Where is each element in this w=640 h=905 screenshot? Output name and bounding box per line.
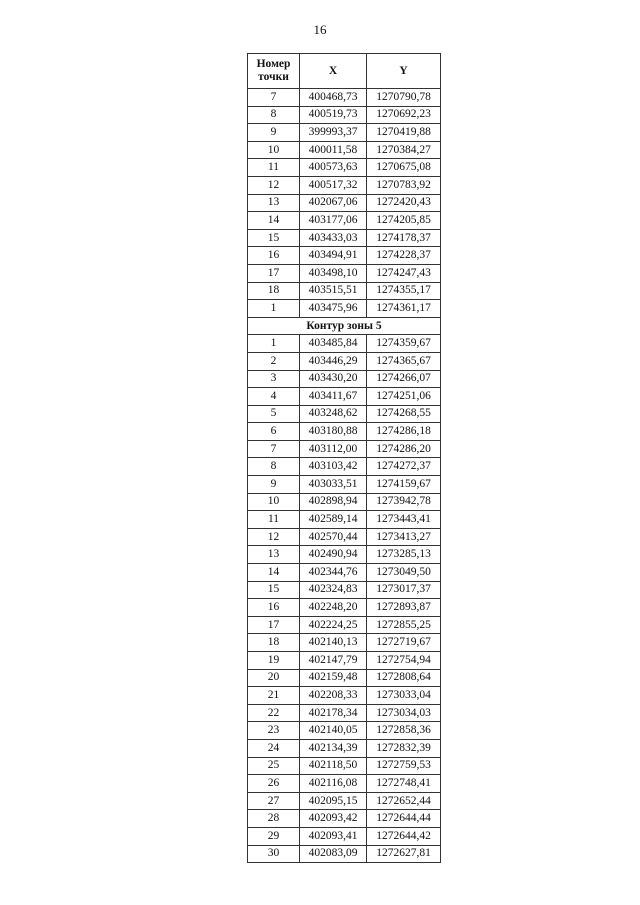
x-cell: 402140,13: [300, 634, 367, 652]
x-cell: 402490,94: [300, 546, 367, 564]
x-cell: 403248,62: [300, 405, 367, 423]
y-cell: 1274178,37: [367, 229, 441, 247]
point-number-cell: 11: [248, 511, 300, 529]
y-cell: 1272644,44: [367, 810, 441, 828]
y-cell: 1273285,13: [367, 546, 441, 564]
point-number-cell: 8: [248, 458, 300, 476]
point-number-header: [248, 54, 300, 89]
y-cell: 1272808,64: [367, 669, 441, 687]
x-cell: 403112,00: [300, 440, 367, 458]
point-number-cell: 10: [248, 141, 300, 159]
x-cell: 400011,58: [300, 141, 367, 159]
x-cell: 402224,25: [300, 616, 367, 634]
x-cell: 403033,51: [300, 476, 367, 494]
table-row: [248, 247, 441, 265]
y-cell: 1270790,78: [367, 89, 441, 107]
y-cell: 1273034,03: [367, 704, 441, 722]
point-number-cell: 7: [248, 440, 300, 458]
coordinates-table: [247, 53, 441, 863]
x-cell: 400468,73: [300, 89, 367, 107]
point-number-cell: 18: [248, 634, 300, 652]
point-number-cell: 1: [248, 300, 300, 318]
x-cell: 399993,37: [300, 124, 367, 142]
point-number-cell: 13: [248, 194, 300, 212]
table-row: [248, 722, 441, 740]
point-number-cell: 12: [248, 528, 300, 546]
point-number-cell: 3: [248, 370, 300, 388]
x-cell: 403446,29: [300, 352, 367, 370]
point-number-cell: 13: [248, 546, 300, 564]
y-cell: 1270419,88: [367, 124, 441, 142]
table-row: [248, 687, 441, 705]
table-row: [248, 405, 441, 423]
point-number-cell: 4: [248, 388, 300, 406]
y-cell: 1272420,43: [367, 194, 441, 212]
y-cell: 1274272,37: [367, 458, 441, 476]
table-row: [248, 458, 441, 476]
table-row: [248, 335, 441, 353]
point-number-cell: 9: [248, 124, 300, 142]
y-cell: 1274361,17: [367, 300, 441, 318]
point-number-cell: 15: [248, 581, 300, 599]
y-cell: 1270692,23: [367, 106, 441, 124]
x-cell: 402093,42: [300, 810, 367, 828]
section-title: Контур зоны 5: [248, 317, 441, 335]
point-number-cell: 5: [248, 405, 300, 423]
x-cell: 403433,03: [300, 229, 367, 247]
section-row: [248, 317, 441, 335]
x-header: X: [300, 54, 367, 89]
table-row: [248, 546, 441, 564]
x-cell: 400573,63: [300, 159, 367, 177]
table-row: [248, 388, 441, 406]
point-number-header-line2: точки: [258, 71, 289, 83]
y-cell: 1274359,67: [367, 335, 441, 353]
point-number-cell: 17: [248, 616, 300, 634]
y-cell: 1274205,85: [367, 212, 441, 230]
y-cell: 1270384,27: [367, 141, 441, 159]
table-header-row: [248, 54, 441, 89]
x-cell: 402116,08: [300, 775, 367, 793]
point-number-cell: 26: [248, 775, 300, 793]
x-cell: 402898,94: [300, 493, 367, 511]
point-number-cell: 30: [248, 845, 300, 863]
table-row: [248, 229, 441, 247]
table-row: [248, 212, 441, 230]
point-number-cell: 24: [248, 739, 300, 757]
y-cell: 1272652,44: [367, 792, 441, 810]
table-row: [248, 423, 441, 441]
x-cell: 403103,42: [300, 458, 367, 476]
point-number-header-line1: Номер: [256, 58, 291, 70]
y-cell: 1273443,41: [367, 511, 441, 529]
x-cell: 402208,33: [300, 687, 367, 705]
y-cell: 1272719,67: [367, 634, 441, 652]
table-row: [248, 599, 441, 617]
point-number-cell: 11: [248, 159, 300, 177]
table-row: [248, 792, 441, 810]
y-cell: 1273017,37: [367, 581, 441, 599]
x-cell: 400519,73: [300, 106, 367, 124]
x-cell: 403411,67: [300, 388, 367, 406]
x-cell: 403515,51: [300, 282, 367, 300]
table-row: [248, 282, 441, 300]
x-cell: 402093,41: [300, 827, 367, 845]
table-row: [248, 827, 441, 845]
x-cell: 402344,76: [300, 564, 367, 582]
x-cell: 402147,79: [300, 652, 367, 670]
y-cell: 1272832,39: [367, 739, 441, 757]
table-row: [248, 581, 441, 599]
y-cell: 1274286,18: [367, 423, 441, 441]
x-cell: 402324,83: [300, 581, 367, 599]
table-row: [248, 141, 441, 159]
y-cell: 1270675,08: [367, 159, 441, 177]
point-number-cell: 14: [248, 212, 300, 230]
y-cell: 1273413,27: [367, 528, 441, 546]
table-row: [248, 669, 441, 687]
point-number-cell: 27: [248, 792, 300, 810]
table-row: [248, 89, 441, 107]
point-number-cell: 2: [248, 352, 300, 370]
table-row: [248, 159, 441, 177]
table-row: [248, 616, 441, 634]
table-row: [248, 634, 441, 652]
x-cell: 403498,10: [300, 264, 367, 282]
point-number-cell: 19: [248, 652, 300, 670]
y-cell: 1274159,67: [367, 476, 441, 494]
table-row: [248, 440, 441, 458]
y-cell: 1270783,92: [367, 176, 441, 194]
point-number-cell: 16: [248, 247, 300, 265]
table-row: [248, 757, 441, 775]
point-number-cell: 6: [248, 423, 300, 441]
point-number-cell: 18: [248, 282, 300, 300]
table-row: [248, 194, 441, 212]
y-cell: 1272627,81: [367, 845, 441, 863]
point-number-cell: 14: [248, 564, 300, 582]
table-row: [248, 300, 441, 318]
x-cell: 403494,91: [300, 247, 367, 265]
y-cell: 1274228,37: [367, 247, 441, 265]
y-header: Y: [367, 54, 441, 89]
y-cell: 1274266,07: [367, 370, 441, 388]
table-row: [248, 511, 441, 529]
x-cell: 402589,14: [300, 511, 367, 529]
point-number-cell: 16: [248, 599, 300, 617]
y-cell: 1272858,36: [367, 722, 441, 740]
point-number-cell: 17: [248, 264, 300, 282]
y-cell: 1274247,43: [367, 264, 441, 282]
x-cell: 402118,50: [300, 757, 367, 775]
x-cell: 402095,15: [300, 792, 367, 810]
point-number-cell: 7: [248, 89, 300, 107]
y-cell: 1272893,87: [367, 599, 441, 617]
table-row: [248, 370, 441, 388]
point-number-cell: 1: [248, 335, 300, 353]
table-row: [248, 845, 441, 863]
x-cell: 402248,20: [300, 599, 367, 617]
y-cell: 1274286,20: [367, 440, 441, 458]
table-row: [248, 264, 441, 282]
y-cell: 1273033,04: [367, 687, 441, 705]
table-row: [248, 704, 441, 722]
table-row: [248, 652, 441, 670]
y-cell: 1272748,41: [367, 775, 441, 793]
page-number: 16: [313, 22, 327, 37]
table-row: [248, 493, 441, 511]
point-number-cell: 9: [248, 476, 300, 494]
x-cell: 402159,48: [300, 669, 367, 687]
y-cell: 1274365,67: [367, 352, 441, 370]
table-row: [248, 124, 441, 142]
table-row: [248, 775, 441, 793]
point-number-cell: 15: [248, 229, 300, 247]
y-cell: 1273049,50: [367, 564, 441, 582]
x-cell: 400517,32: [300, 176, 367, 194]
table-row: [248, 739, 441, 757]
x-cell: 402140,05: [300, 722, 367, 740]
point-number-cell: 12: [248, 176, 300, 194]
y-cell: 1272644,42: [367, 827, 441, 845]
x-cell: 402083,09: [300, 845, 367, 863]
y-cell: 1274268,55: [367, 405, 441, 423]
x-cell: 403475,96: [300, 300, 367, 318]
table-row: [248, 106, 441, 124]
y-cell: 1272759,53: [367, 757, 441, 775]
point-number-cell: 8: [248, 106, 300, 124]
table-row: [248, 810, 441, 828]
y-cell: 1272855,25: [367, 616, 441, 634]
point-number-cell: 28: [248, 810, 300, 828]
point-number-cell: 29: [248, 827, 300, 845]
table-row: [248, 564, 441, 582]
point-number-cell: 20: [248, 669, 300, 687]
x-cell: 403180,88: [300, 423, 367, 441]
y-cell: 1272754,94: [367, 652, 441, 670]
y-cell: 1274251,06: [367, 388, 441, 406]
point-number-cell: 21: [248, 687, 300, 705]
table-row: [248, 176, 441, 194]
x-cell: 402134,39: [300, 739, 367, 757]
point-number-cell: 10: [248, 493, 300, 511]
point-number-cell: 25: [248, 757, 300, 775]
point-number-cell: 22: [248, 704, 300, 722]
y-cell: 1274355,17: [367, 282, 441, 300]
point-number-cell: 23: [248, 722, 300, 740]
y-cell: 1273942,78: [367, 493, 441, 511]
x-cell: 403430,20: [300, 370, 367, 388]
x-cell: 403485,84: [300, 335, 367, 353]
x-cell: 402067,06: [300, 194, 367, 212]
table-row: [248, 528, 441, 546]
x-cell: 402178,34: [300, 704, 367, 722]
table-row: [248, 352, 441, 370]
x-cell: 402570,44: [300, 528, 367, 546]
x-cell: 403177,06: [300, 212, 367, 230]
table-row: [248, 476, 441, 494]
